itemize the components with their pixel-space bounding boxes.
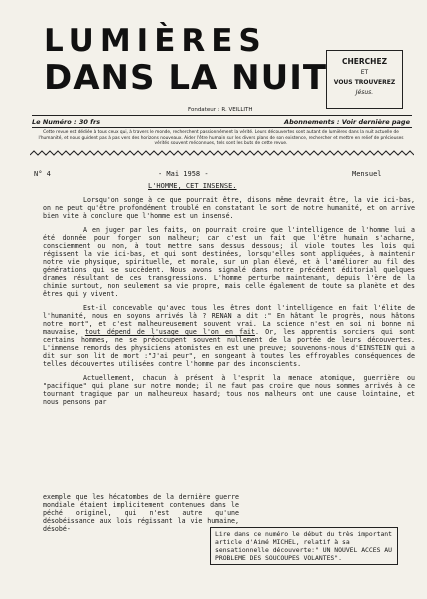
masthead-title [44, 23, 328, 98]
zigzag-divider [30, 150, 414, 156]
article-text: Est-il concevable qu'avec tous les êtres dont l'intelligence en fait l'élite de l'humanité, nous en soyons arrivés là ? RENAN a dit :" En hâtant le progrès, nous hâtons notre mort", et c'est malheureusement souvent vrai. La science n'est en soi ni bonne ni mauvaise, [43, 304, 415, 336]
article-column-text: exemple que les hécatombes de la dernière guerre mondiale étaient implicitement contenues dans le péché originel, qui n'est autre qu'une désobéissance aux lois régissant la vie humaine, désobé- [43, 493, 239, 533]
article-paragraph: Actuellement, chacun à présent à l'esprit la menace atomique, guerrière ou "pacifique" qui plane sur notre monde; il ne faut pas croire que nous sommes arrivés à ce tournant tragique par un malheureux hasard; tous nos malheurs ont une cause lointaine, et nous pensons par [43, 374, 415, 406]
announcement-box: Lire dans ce numéro le début du très important article d'Aimé MICHEL, relatif à sa sensationnelle découverte:" UN NOUVEL ACCES AU PROBLEME DES SOUCOUPES VOLANTES". [210, 527, 398, 565]
issue-date: - Mai 1958 - [158, 170, 209, 178]
article-paragraph [43, 304, 415, 368]
masthead-rule-top [32, 115, 412, 116]
article-body [43, 196, 415, 412]
price-label: Le Numéro : 30 frs [32, 118, 101, 126]
article-paragraph: A en juger par les faits, on pourrait croire que l'intelligence de l'homme lui a été donnée pour forger son malheur; car c'est un fait que l'être humain s'acharne, consciemment ou non, à tout mettre sans dessus dessous; il viole toutes les lois qui régissent la vie ici-bas, et qui sont destinées, lorsqu'elles sont appliquées, à maintenir notre vie physique, spirituelle, et morale, sur un plan élevé, et à l'améliorer au fil des générations qui se succèdent. Nous avons signalé dans notre précédent éditorial quelques drames résultant de ces transgressions. L'homme perturbe maintenant, depuis l'ère de la chimie surtout, non seulement sa vie propre, mais celle également de toute sa planète et des êtres qui y vivent. [43, 226, 415, 298]
masthead-rule-bottom [32, 127, 412, 128]
motto-box [326, 50, 403, 109]
motto-line1: CHERCHEZ [341, 57, 388, 66]
issue-number: N° 4 [34, 170, 51, 178]
intro-statement: Cette revue est dédiée à tous ceux qui, à travers le monde, recherchent passionnément la vérité. Leurs découvertes sont autant de lumières dans la nuit actuelle de l'humanité, et nous guident pas à pas vers des horizons nouveaux. Aider l'être humain sur les divers plans de son existence, rechercher et mettre en relief de précieuses vérités souvent méconnues, tels sont les buts de cette revue. [38, 130, 404, 146]
article-paragraph: Lorsqu'on songe à ce que pourrait être, disons même devrait être, la vie ici-bas, on ne peut qu'être profondément troublé en constatant le sort de notre humanité, et on arrive bien vite à conclure que l'homme est un insensé. [43, 196, 415, 220]
article-title: L'HOMME, CET INSENSE. [148, 182, 237, 190]
motto-line4: Jésus. [355, 89, 374, 96]
founder-credit: Fondateur : R. VEILLITH [188, 107, 253, 113]
article-text: . Or, les apprentis sorciers qui sont certains hommes, ne se préoccupent souvent nullement de la portée de leurs découvertes. L'immense remords des physiciens atomistes en est une preuve; souvenons-nous d'EINSTEIN qui a dit sur son lit de mort :"J'ai peur", en songeant à toutes les effroyables conséquences de telles découvertes utilisées contre l'homme par des inconscients. [43, 328, 416, 368]
article-underlined-text: tout dépend de l'usage que l'on en fait [84, 328, 256, 336]
motto-line3: VOUS TROUVEREZ [333, 79, 396, 86]
masthead-title-line1: LUMIÈRES [44, 23, 267, 59]
motto-line2: ET [360, 69, 369, 76]
issue-frequency: Mensuel [352, 170, 382, 178]
masthead-title-line2: DANS LA NUIT [44, 58, 328, 98]
subscription-label: Abonnements : Voir dernière page [284, 118, 410, 126]
